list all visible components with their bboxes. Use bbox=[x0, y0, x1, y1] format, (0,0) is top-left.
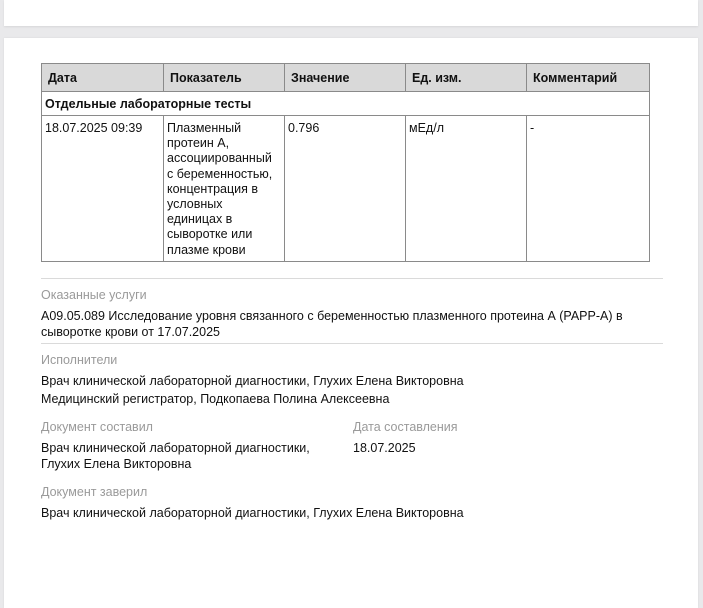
cell-indicator: Плазменный протеин А, ассоциированный с беременностью, концентрация в условных единицах в сыворотке или плазме крови bbox=[164, 116, 285, 262]
performers-label: Исполнители bbox=[41, 353, 118, 367]
performer-1: Врач клинической лабораторной диагностики, Глухих Елена Викторовна bbox=[41, 374, 464, 388]
divider bbox=[41, 343, 663, 344]
composed-date-label: Дата составления bbox=[353, 420, 458, 434]
section-title: Отдельные лабораторные тесты bbox=[42, 92, 650, 116]
cell-value: 0.796 bbox=[285, 116, 406, 262]
previous-page-sheet bbox=[4, 0, 698, 26]
table-row bbox=[42, 116, 650, 262]
certified-by-label: Документ заверил bbox=[41, 485, 148, 499]
header-unit: Ед. изм. bbox=[406, 64, 527, 92]
section-row bbox=[42, 92, 650, 116]
divider bbox=[41, 278, 663, 279]
composed-by-label: Документ составил bbox=[41, 420, 153, 434]
services-text: A09.05.089 Исследование уровня связанного с беременностью плазменного протеина А (PAPP-A) в сыворотке крови от 17.07.2025 bbox=[41, 309, 623, 339]
composed-date-value: 18.07.2025 bbox=[353, 441, 416, 455]
cell-unit: мЕд/л bbox=[406, 116, 527, 262]
certified-by-text: Врач клинической лабораторной диагностики, Глухих Елена Викторовна bbox=[41, 506, 464, 520]
header-comment: Комментарий bbox=[527, 64, 650, 92]
header-value: Значение bbox=[285, 64, 406, 92]
lab-results-table bbox=[41, 63, 650, 262]
table-header-row bbox=[42, 64, 650, 92]
header-date: Дата bbox=[42, 64, 164, 92]
header-indicator: Показатель bbox=[164, 64, 285, 92]
performer-2: Медицинский регистратор, Подкопаева Полина Алексеевна bbox=[41, 392, 390, 406]
composed-by-line2: Глухих Елена Викторовна bbox=[41, 457, 192, 471]
cell-date: 18.07.2025 09:39 bbox=[42, 116, 164, 262]
services-label: Оказанные услуги bbox=[41, 288, 147, 302]
cell-comment: - bbox=[527, 116, 650, 262]
composed-by-line1: Врач клинической лабораторной диагностики, bbox=[41, 441, 310, 455]
